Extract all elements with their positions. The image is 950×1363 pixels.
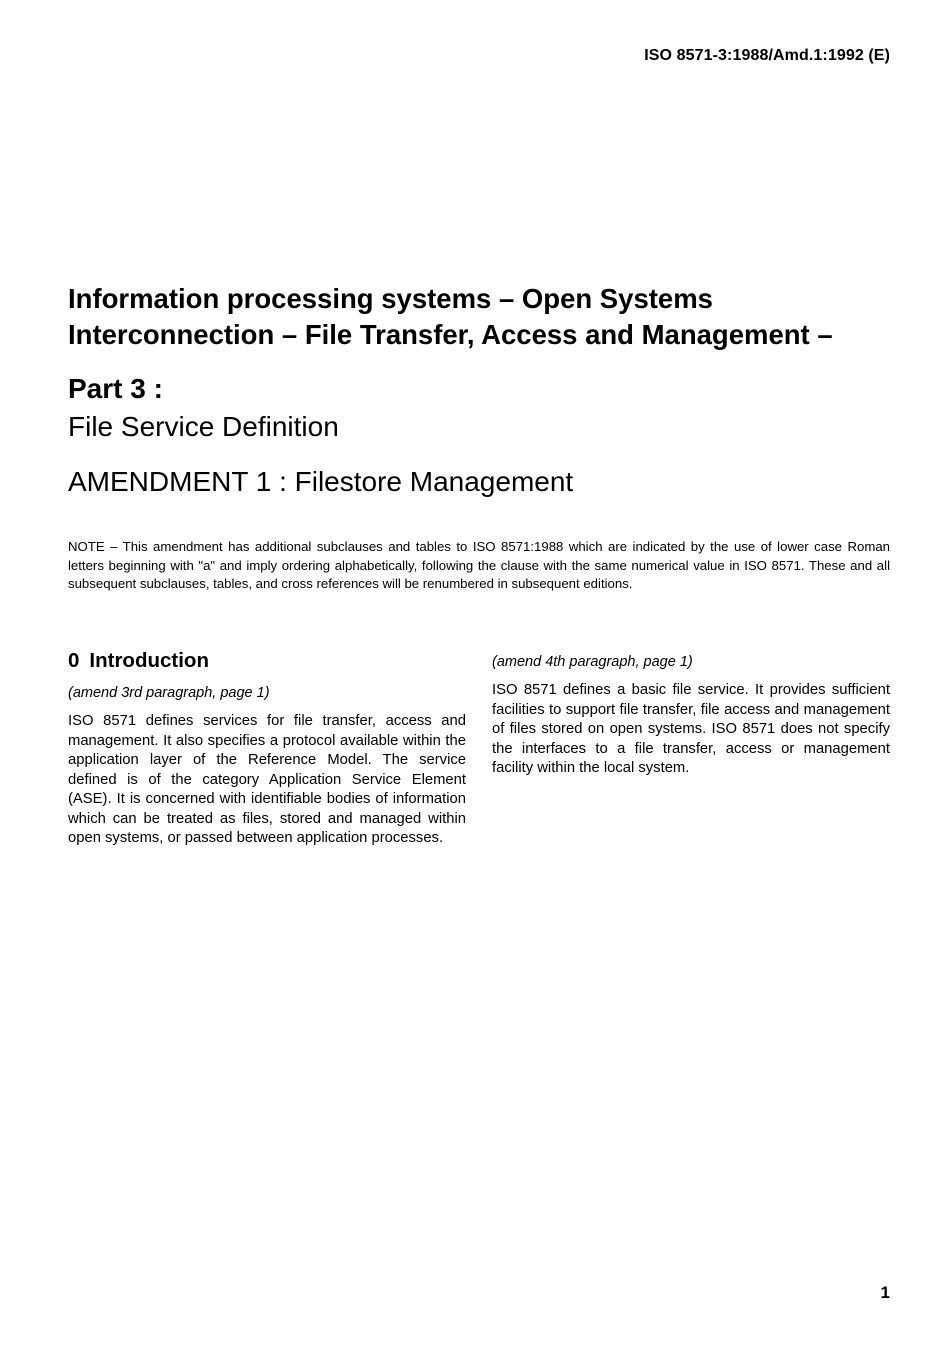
part-title: File Service Definition: [68, 411, 339, 442]
document-reference: ISO 8571-3:1988/Amd.1:1992 (E): [644, 47, 890, 64]
amendment-note: NOTE – This amendment has additional subclauses and tables to ISO 8571:1988 which are indicated by the use of lower case Roman letters beginning with "a" and imply ordering alphabetically, following the clause with the same numerical value in ISO 8571. These and all subsequent subclauses, tables, and cross references will be renumbered in subsequent editions.: [68, 539, 890, 591]
part-number: Part 3 :: [68, 373, 163, 404]
introduction-paragraph-3: ISO 8571 defines services for file transfer, access and management. It also specifies a protocol available within the application layer of the Reference Model. The service defined is of the category Application Service Element (ASE). It is concerned with identifiable bodies of information which can be treated as files, stored and managed within open systems, or passed between application processes.: [68, 713, 466, 846]
amendment-title: AMENDMENT 1 : Filestore Management: [68, 466, 574, 497]
section-title: Introduction: [89, 649, 209, 672]
document-title: Information processing systems – Open Systems Interconnection – File Transfer, Access and Management –: [68, 283, 833, 350]
left-column: [68, 648, 466, 849]
amend-instruction-3rd-paragraph: (amend 3rd paragraph, page 1): [68, 685, 270, 701]
amend-instruction-4th-paragraph: (amend 4th paragraph, page 1): [492, 654, 693, 670]
introduction-paragraph-4: ISO 8571 defines a basic file service. It provides sufficient facilities to support file transfer, file access and management of files stored on open systems. ISO 8571 does not specify the interfaces to a file transfer, access or management facility within the local system.: [492, 682, 890, 776]
section-number: 0: [68, 649, 80, 672]
page-number: 1: [880, 1283, 890, 1302]
section-heading-introduction: [68, 648, 466, 674]
right-column: [492, 653, 890, 779]
